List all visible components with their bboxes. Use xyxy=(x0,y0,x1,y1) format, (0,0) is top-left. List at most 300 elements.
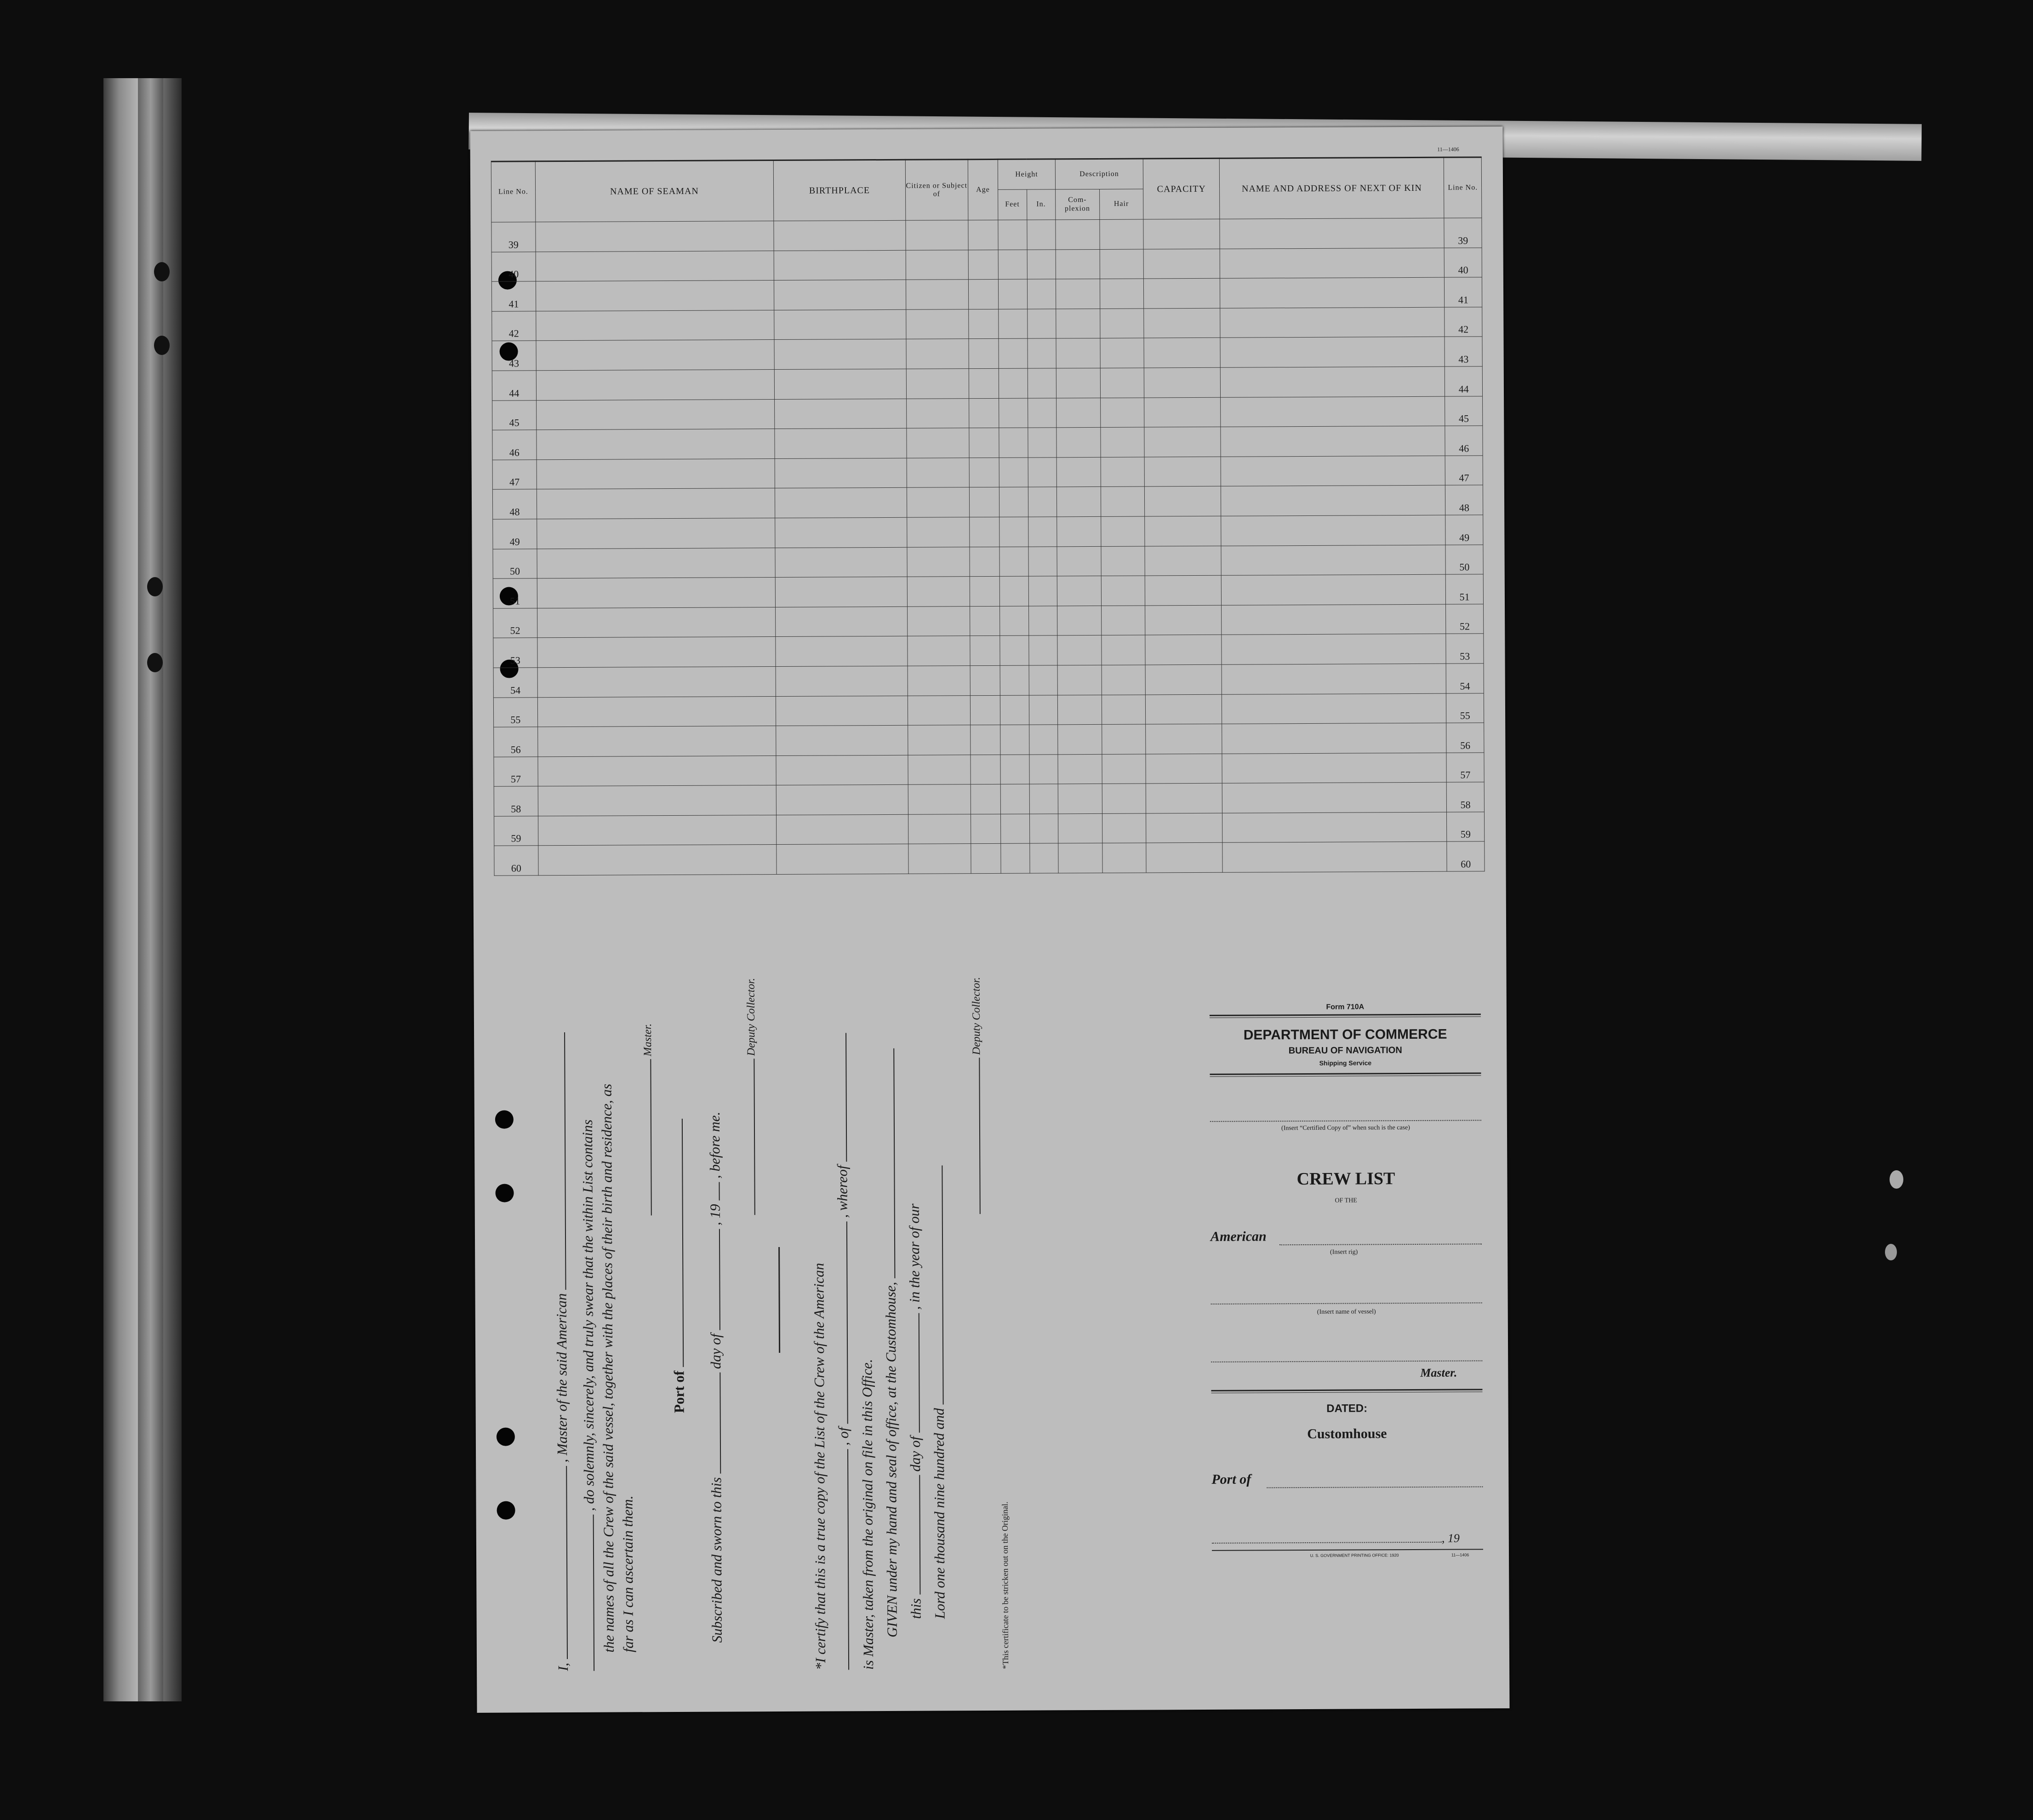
empty-cell xyxy=(1101,546,1145,576)
header-complexion: Com-plexion xyxy=(1055,189,1099,219)
empty-cell xyxy=(537,548,776,578)
rule xyxy=(1211,1389,1482,1391)
oath-line-4: far as I can ascertain them. xyxy=(619,1495,636,1653)
empty-cell xyxy=(969,428,999,458)
crew-row xyxy=(493,634,1484,668)
empty-cell xyxy=(1144,397,1221,427)
empty-cell xyxy=(907,458,969,487)
empty-cell xyxy=(906,220,968,250)
department-title: DEPARTMENT OF COMMERCE xyxy=(1243,1026,1447,1043)
empty-cell xyxy=(776,814,908,845)
line-number-right: 57 xyxy=(1446,752,1484,782)
empty-cell xyxy=(1056,428,1101,458)
empty-cell xyxy=(1028,546,1057,576)
header-height: Height xyxy=(998,159,1055,190)
empty-cell xyxy=(1027,249,1056,279)
empty-cell xyxy=(1222,634,1446,664)
empty-cell xyxy=(1145,664,1222,694)
crew-list-page xyxy=(470,126,1510,1713)
empty-cell xyxy=(1146,813,1222,843)
empty-cell xyxy=(1057,516,1101,546)
line-number-right: 50 xyxy=(1445,544,1483,574)
empty-cell xyxy=(536,280,774,311)
empty-cell xyxy=(774,309,906,340)
empty-cell xyxy=(1000,725,1029,755)
line-number-right: 60 xyxy=(1447,841,1485,871)
empty-cell xyxy=(776,755,908,785)
empty-cell xyxy=(1144,367,1220,397)
empty-cell xyxy=(775,428,907,458)
empty-cell xyxy=(999,398,1028,428)
separator xyxy=(778,1247,780,1353)
certify-footnote: *This certificate to be stricken out on the Original. xyxy=(1000,1501,1011,1669)
line-number-left: 50 xyxy=(493,549,537,578)
header-name: NAME OF SEAMAN xyxy=(535,160,774,222)
binder-ring-edge xyxy=(138,78,163,1701)
empty-cell xyxy=(1143,219,1220,249)
empty-cell xyxy=(999,458,1028,487)
line-number-right: 41 xyxy=(1445,277,1482,307)
empty-cell xyxy=(907,547,970,577)
empty-cell xyxy=(1057,606,1101,635)
empty-cell xyxy=(776,696,908,726)
line-number-left: 47 xyxy=(492,460,537,490)
line-number-right: 46 xyxy=(1445,426,1483,456)
empty-cell xyxy=(1102,784,1146,813)
empty-cell xyxy=(775,517,907,548)
header-next-of-kin: NAME AND ADDRESS OF NEXT OF KIN xyxy=(1219,157,1444,219)
empty-cell xyxy=(1000,665,1029,695)
empty-cell xyxy=(906,339,969,369)
header-age: Age xyxy=(968,159,998,220)
empty-cell xyxy=(537,518,775,549)
empty-cell xyxy=(1222,812,1447,843)
empty-cell xyxy=(1057,665,1102,695)
port-of-line: Port of xyxy=(670,1119,688,1413)
header-birthplace: BIRTHPLACE xyxy=(773,160,905,221)
empty-cell xyxy=(970,695,1000,725)
form-number: Form 710A xyxy=(1326,1003,1365,1011)
empty-cell xyxy=(1222,604,1446,635)
empty-cell xyxy=(908,814,971,844)
line-number-right: 45 xyxy=(1445,396,1483,426)
empty-cell xyxy=(536,251,774,281)
empty-cell xyxy=(1028,606,1057,636)
empty-cell xyxy=(1057,695,1102,725)
line-number-right: 49 xyxy=(1445,515,1483,545)
empty-cell xyxy=(907,517,970,547)
crew-row xyxy=(494,723,1484,757)
empty-cell xyxy=(538,755,777,786)
empty-cell xyxy=(999,279,1028,309)
line-number-right: 43 xyxy=(1445,337,1482,366)
empty-cell xyxy=(1146,784,1222,813)
line-number-right: 56 xyxy=(1446,723,1484,753)
empty-cell xyxy=(908,844,971,874)
empty-cell xyxy=(775,577,907,607)
empty-cell xyxy=(776,636,908,667)
empty-cell xyxy=(1221,574,1445,605)
empty-cell xyxy=(1100,427,1144,457)
empty-cell xyxy=(970,665,1000,695)
line-number-left: 40 xyxy=(491,252,536,281)
empty-cell xyxy=(1221,486,1445,516)
empty-cell xyxy=(906,398,969,428)
empty-cell xyxy=(1000,695,1029,725)
line-number-left: 52 xyxy=(493,608,537,638)
empty-cell xyxy=(1220,277,1445,308)
empty-cell xyxy=(999,547,1028,577)
line-number-left: 46 xyxy=(492,430,537,460)
binder-hole xyxy=(154,336,170,355)
empty-cell xyxy=(1028,368,1056,398)
empty-cell xyxy=(1220,337,1445,368)
insert-certified-note: (Insert “Certified Copy of” when such is the case) xyxy=(1281,1124,1410,1132)
empty-cell xyxy=(1058,784,1102,814)
line-number-left: 43 xyxy=(492,341,536,371)
printer-note: U. S. GOVERNMENT PRINTING OFFICE: 1920 xyxy=(1310,1553,1399,1558)
punch-hole xyxy=(495,1110,514,1129)
empty-cell xyxy=(1145,575,1221,605)
empty-cell xyxy=(968,250,999,280)
empty-cell xyxy=(537,607,776,638)
line-number-left: 58 xyxy=(494,786,538,816)
empty-cell xyxy=(1029,843,1058,873)
empty-cell xyxy=(907,606,970,636)
empty-cell xyxy=(1220,307,1445,338)
line-number-right: 54 xyxy=(1446,664,1484,693)
line-number-left: 49 xyxy=(493,519,537,549)
empty-cell xyxy=(537,637,776,668)
rule xyxy=(1210,1016,1481,1018)
empty-cell xyxy=(970,577,1000,607)
empty-cell xyxy=(1029,784,1058,814)
empty-cell xyxy=(536,429,775,460)
line-number-left: 57 xyxy=(494,756,538,786)
certified-copy-blank xyxy=(1210,1120,1481,1122)
empty-cell xyxy=(969,487,999,517)
empty-cell xyxy=(1056,338,1100,368)
empty-cell xyxy=(999,309,1028,339)
empty-cell xyxy=(774,339,906,370)
empty-cell xyxy=(1102,665,1146,695)
crew-row xyxy=(494,812,1485,846)
empty-cell xyxy=(999,576,1028,606)
header-capacity: CAPACITY xyxy=(1143,158,1220,219)
empty-cell xyxy=(908,636,970,666)
line-number-left: 55 xyxy=(493,697,537,727)
empty-cell xyxy=(1220,248,1444,279)
empty-cell xyxy=(999,368,1028,398)
punch-hole xyxy=(497,1428,515,1446)
empty-cell xyxy=(537,578,776,608)
crew-row xyxy=(492,307,1482,341)
certify-line-3: is Master, taken from the original on file in this Office. xyxy=(859,1359,877,1670)
form-code-top: 11—1406 xyxy=(1437,146,1459,153)
dated-label: DATED: xyxy=(1326,1402,1368,1415)
empty-cell xyxy=(1029,695,1058,725)
empty-cell xyxy=(1221,426,1445,457)
line-number-left: 44 xyxy=(492,371,536,401)
empty-cell xyxy=(1145,546,1221,576)
empty-cell xyxy=(1056,219,1100,249)
empty-cell xyxy=(1101,635,1145,665)
insert-name-note: (Insert name of vessel) xyxy=(1317,1308,1376,1316)
empty-cell xyxy=(1028,517,1057,547)
empty-cell xyxy=(1222,782,1446,813)
empty-cell xyxy=(1029,665,1058,695)
empty-cell xyxy=(1102,695,1146,725)
empty-cell xyxy=(775,458,907,488)
empty-cell xyxy=(999,428,1028,458)
empty-cell xyxy=(1000,606,1029,636)
empty-cell xyxy=(1001,844,1030,874)
empty-cell xyxy=(1102,724,1146,754)
empty-cell xyxy=(969,368,999,398)
empty-cell xyxy=(1101,457,1145,487)
empty-cell xyxy=(774,250,906,280)
empty-cell xyxy=(906,280,968,309)
header-line-no: Line No. xyxy=(491,161,535,222)
empty-cell xyxy=(1100,279,1144,309)
empty-cell xyxy=(998,250,1027,280)
empty-cell xyxy=(1100,309,1144,338)
binder-hole xyxy=(154,262,170,281)
crew-row xyxy=(493,515,1483,549)
line-number-right: 39 xyxy=(1444,218,1482,248)
empty-cell xyxy=(538,785,777,816)
empty-cell xyxy=(999,339,1028,369)
empty-cell xyxy=(1144,308,1220,338)
empty-cell xyxy=(1099,219,1143,249)
insert-rig-note: (Insert rig) xyxy=(1330,1248,1358,1256)
line-number-right: 48 xyxy=(1445,485,1483,515)
empty-cell xyxy=(1027,309,1056,339)
punch-hole xyxy=(495,1184,514,1202)
empty-cell xyxy=(908,695,970,725)
empty-cell xyxy=(999,487,1028,517)
empty-cell xyxy=(1144,278,1220,308)
line-number-left: 59 xyxy=(494,816,538,846)
empty-cell xyxy=(1028,487,1057,517)
empty-cell xyxy=(908,725,970,755)
empty-cell xyxy=(971,784,1001,814)
empty-cell xyxy=(970,725,1000,755)
binder-hole xyxy=(147,653,163,672)
empty-cell xyxy=(1057,576,1101,606)
empty-cell xyxy=(1144,457,1221,486)
empty-cell xyxy=(537,666,776,697)
empty-cell xyxy=(906,309,969,339)
customhouse-label: Customhouse xyxy=(1307,1426,1387,1442)
empty-cell xyxy=(1143,249,1220,279)
empty-cell xyxy=(536,340,775,371)
subscribed-line: Subscribed and sworn to this day of , 19 , before me. xyxy=(706,1111,725,1643)
cover-form xyxy=(1210,1002,1497,1666)
empty-cell xyxy=(1144,338,1220,368)
empty-cell xyxy=(1029,755,1058,784)
empty-cell xyxy=(1100,249,1144,279)
empty-cell xyxy=(1058,725,1102,755)
empty-cell xyxy=(968,280,999,309)
empty-cell xyxy=(907,487,969,517)
empty-cell xyxy=(1144,427,1221,457)
empty-cell xyxy=(1221,545,1445,576)
header-citizen: Citizen or Subject of xyxy=(905,160,968,221)
empty-cell xyxy=(1058,843,1102,873)
empty-cell xyxy=(906,369,969,399)
empty-cell xyxy=(1028,576,1057,606)
crew-row xyxy=(492,456,1483,490)
empty-cell xyxy=(776,725,908,755)
empty-cell xyxy=(969,339,999,369)
empty-cell xyxy=(970,606,1000,636)
crew-row xyxy=(494,782,1484,816)
empty-cell xyxy=(907,428,969,458)
scanner-mark xyxy=(1890,1170,1903,1189)
empty-cell xyxy=(1056,309,1100,338)
certify-line-4: GIVEN under my hand and seal of office, at the Customhouse, xyxy=(881,1048,901,1637)
empty-cell xyxy=(1100,398,1144,428)
line-number-left: 41 xyxy=(491,281,536,311)
certify-line-5: this day of , in the year of our xyxy=(906,1203,924,1619)
empty-cell xyxy=(1000,635,1029,665)
empty-cell xyxy=(969,517,999,547)
empty-cell xyxy=(536,310,774,341)
empty-cell xyxy=(1221,515,1445,546)
certify-line-1: *I certify that this is a true copy of the List of the Crew of the American xyxy=(811,1263,829,1670)
empty-cell xyxy=(1220,218,1444,249)
rule xyxy=(1210,1013,1481,1016)
empty-cell xyxy=(774,369,906,399)
binder-hole xyxy=(147,577,163,596)
empty-cell xyxy=(1222,693,1446,724)
crew-row xyxy=(493,693,1484,727)
line-number-right: 40 xyxy=(1445,247,1482,277)
crew-row xyxy=(493,544,1483,578)
empty-cell xyxy=(998,220,1027,250)
rule xyxy=(1210,1075,1481,1077)
deputy-signature-1: Deputy Collector. xyxy=(745,978,759,1215)
empty-cell xyxy=(969,458,999,487)
oath-line-3: the names of all the Crew of the said vessel, together with the places of their birth and residence, as xyxy=(598,1083,617,1653)
empty-cell xyxy=(537,696,776,727)
master-signature-label: Master. xyxy=(642,1024,655,1215)
empty-cell xyxy=(1221,456,1445,486)
line-number-right: 52 xyxy=(1446,604,1484,634)
vessel-name-blank xyxy=(1211,1302,1482,1305)
empty-cell xyxy=(1101,486,1145,516)
empty-cell xyxy=(1146,694,1222,724)
empty-cell xyxy=(536,370,775,401)
empty-cell xyxy=(1056,249,1100,279)
empty-cell xyxy=(1222,842,1447,873)
empty-cell xyxy=(775,488,907,518)
empty-cell xyxy=(1102,754,1146,784)
crew-row xyxy=(493,574,1483,608)
service-title: Shipping Service xyxy=(1319,1059,1372,1067)
empty-cell xyxy=(536,399,775,430)
empty-cell xyxy=(1057,635,1102,665)
crew-row xyxy=(492,337,1482,371)
empty-cell xyxy=(1102,813,1146,843)
empty-cell xyxy=(1057,546,1101,576)
crew-row xyxy=(491,247,1482,281)
crew-row xyxy=(492,396,1483,430)
empty-cell xyxy=(971,755,1001,784)
line-number-left: 53 xyxy=(493,638,537,668)
certify-line-6: Lord one thousand nine hundred and xyxy=(930,1165,948,1619)
certify-line-2: , of , whereof xyxy=(834,1033,853,1670)
punch-hole xyxy=(497,1501,515,1520)
empty-cell xyxy=(1056,368,1100,398)
line-number-left: 54 xyxy=(493,668,537,698)
crew-rows xyxy=(491,218,1485,876)
empty-cell xyxy=(1222,753,1446,784)
empty-cell xyxy=(970,547,1000,577)
empty-cell xyxy=(1028,635,1057,665)
empty-cell xyxy=(537,458,775,489)
empty-cell xyxy=(1221,396,1445,427)
empty-cell xyxy=(1146,754,1222,784)
line-number-left: 51 xyxy=(493,578,537,608)
line-number-left: 42 xyxy=(492,311,536,341)
crew-row xyxy=(494,752,1484,786)
scanner-mark xyxy=(1885,1244,1897,1260)
master-name-blank xyxy=(566,1466,568,1659)
empty-cell xyxy=(1029,814,1058,844)
empty-cell xyxy=(1100,368,1144,398)
oath-line-1: I, , Master of the said American xyxy=(552,1032,571,1671)
empty-cell xyxy=(1058,754,1102,784)
rule xyxy=(1212,1549,1483,1551)
empty-cell xyxy=(1145,635,1222,665)
empty-cell xyxy=(776,785,908,815)
empty-cell xyxy=(538,815,777,846)
empty-cell xyxy=(1056,487,1101,517)
empty-cell xyxy=(774,220,906,251)
empty-cell xyxy=(1101,516,1145,546)
header-hair: Hair xyxy=(1099,189,1143,219)
empty-cell xyxy=(538,845,777,876)
empty-cell xyxy=(1056,457,1101,487)
line-number-left: 45 xyxy=(492,400,537,430)
certificates-rotated xyxy=(552,979,1199,1671)
crew-row xyxy=(493,664,1484,698)
line-number-left: 56 xyxy=(494,727,538,757)
empty-cell xyxy=(1102,843,1146,873)
date-blank xyxy=(1212,1542,1442,1544)
header-feet: Feet xyxy=(998,189,1027,220)
american-label: American xyxy=(1210,1229,1267,1244)
empty-cell xyxy=(908,755,971,784)
rule xyxy=(1210,1072,1481,1075)
empty-cell xyxy=(1056,279,1100,309)
empty-cell xyxy=(1146,724,1222,754)
empty-cell xyxy=(537,488,775,519)
line-number-right: 58 xyxy=(1447,782,1485,812)
vessel-blank xyxy=(564,1032,566,1290)
bureau-title: BUREAU OF NAVIGATION xyxy=(1288,1045,1402,1056)
empty-cell xyxy=(907,577,970,607)
oath-line-2: , do solemnly, sincerely, and truly swear that the within List contains xyxy=(579,1120,598,1671)
header-line-no-right: Line No. xyxy=(1444,157,1482,218)
empty-cell xyxy=(970,636,1000,666)
empty-cell xyxy=(1058,813,1102,843)
line-number-left: 48 xyxy=(492,489,537,519)
empty-cell xyxy=(1100,338,1144,368)
line-number-right: 59 xyxy=(1447,812,1485,842)
